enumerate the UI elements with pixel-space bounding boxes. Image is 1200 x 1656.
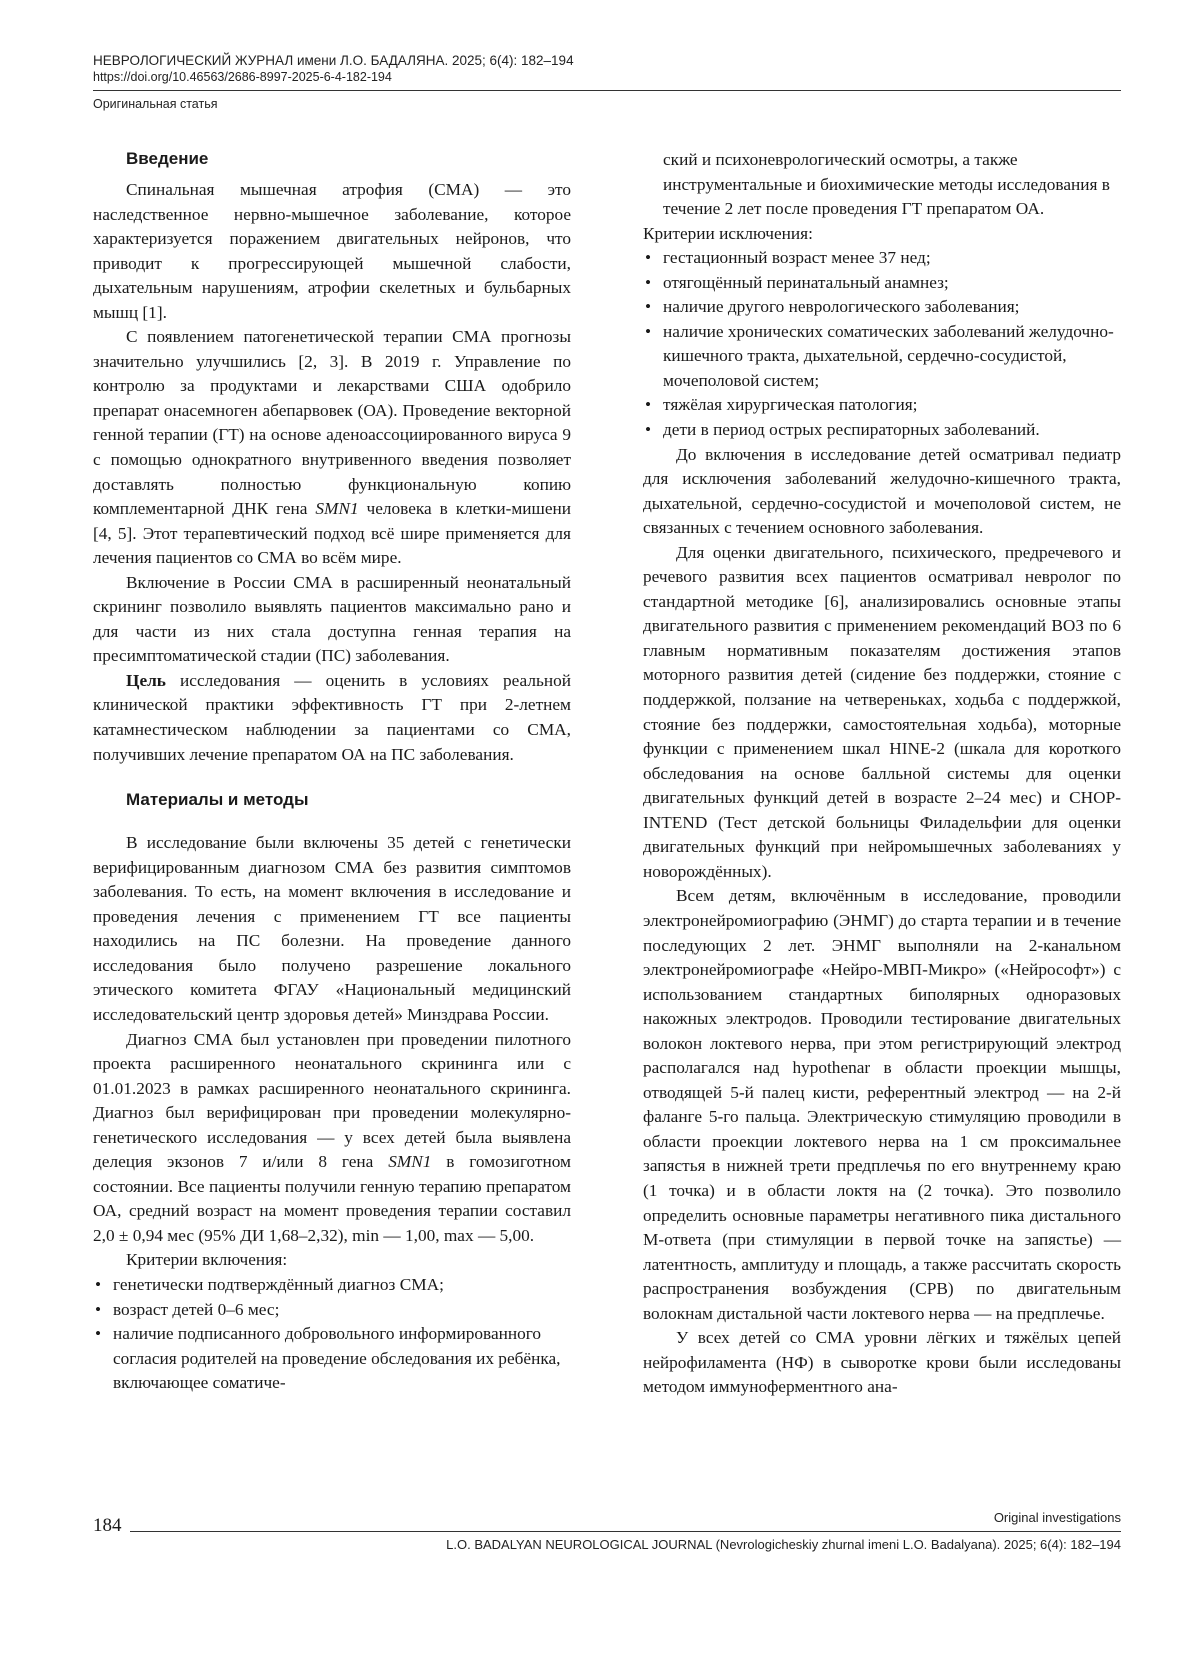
methods-paragraph-5: Всем детям, включённым в исследование, проводили электронейромиографию (ЭНМГ) до старта терапии и в течение последующих 2 лет. ЭНМГ выполняли на 2-канальном электронейромиографе «Нейро-МВП-Микро» («Нейрософт») с использованием стандартных биполярных одноразовых накожных электродов. Проводили тестирование двигательных волокон локтевого нерва, при этом регистрирующий электрод располагался над hypothenar в области проекции мышцы, отводящей 5-й палец кисти, референтный электрод — на 2-й фаланге 5-го пальца. Электрическую стимуляцию проводили в области проекции локтевого нерва на 1 см проксимальнее запястья в нижней трети предплечья по его внутреннему краю (1 точка) и в области локтя на (2 точка). Это позволило определить основные параметры негативного пика дистального М-ответа (при стимуляции в первой точке на запястье) — латентность, амплитуду и площадь, а также рассчитать скорость распространения возбуждения (СРВ) по двигательным волокнам дистальной части локтевого нерва — на предплечье. (643, 886, 1121, 1323)
gene-name: SMN1 (315, 499, 359, 519)
methods-paragraph-6: У всех детей со СМА уровни лёгких и тяжёлых цепей нейрофиламента (НФ) в сыворотке крови были исследованы методом иммуноферментного ана- (643, 1328, 1121, 1397)
list-item: • гестационный возраст менее 37 нед; (643, 246, 1121, 271)
intro-paragraph-1: Спинальная мышечная атрофия (СМА) — это наследственное нервно-мышечное заболевание, которое характеризуется поражением двигательных нейронов, что приводит к прогрессирующей мышечной слабости, дыхательным нарушениям, атрофии скелетных и бульбарных мышц [1]. (93, 180, 571, 322)
list-item: • генетически подтверждённый диагноз СМА; (93, 1273, 571, 1298)
exclusion-label: Критерии исключения: (643, 223, 813, 243)
inclusion-label: Критерии включения: (126, 1250, 288, 1270)
gene-name: SMN1 (388, 1152, 432, 1172)
intro-paragraph-2: С появлением патогенетической терапии СМА прогнозы значительно улучшились [2, 3]. В 2019 г. Управление по контролю за продуктами и лекарствами США одобрило препарат онасемноген абепарвовек (ОА). Проведение векторной генной терапии (ГТ) на основе аденоассоциированного вируса 9 с помощью однократного внутривенного введения позволяет доставлять полностью функциональную копию комплементарной ДНК гена SMN1 человека в клетки-мишени [4, 5]. Этот терапевтический подход всё шире применяется для лечения пациентов со СМА во всём мире. (93, 327, 572, 568)
methods-paragraph-2: Диагноз СМА был установлен при проведении пилотного проекта расширенного неонатального скрининга или с 01.01.2023 в рамках расширенного неонатального скрининга. Диагноз был верифицирован при проведении молекулярно-генетического исследования — у всех детей была выявлена делеция экзонов 7 и/или 8 гена SMN1 в гомозиготном состоянии. Все пациенты получили генную терапию препаратом ОА, средний возраст на момент проведения терапии составил 2,0 ± 0,94 мес (95% ДИ 1,68–2,32), min — 1,00, max — 5,00. (93, 1029, 571, 1245)
exclusion-list (643, 246, 1121, 442)
methods-paragraph-4: Для оценки двигательного, психического, предречевого и речевого развития всех пациентов осматривал невролог по стандартной методике [6], анализировались основные этапы двигательного развития с применением рекомендаций ВОЗ по 6 главным нормативным показателям достижения этапов моторного развития детей (сидение без поддержки, стояние с поддержкой, ползание на четвереньках, ходьба с поддержкой, стояние без поддержки, самостоятельная ходьба), моторные функции с применением шкал HINE-2 (шкала для короткого обследования на основе балльной системы для оценки двигательных функций детей в возрасте 2–24 мес) и CHOP-INTEND (Тест детской больницы Филадельфии для оценки двигательных функций при нейромышечных заболеваниях у новорождённых). (643, 542, 1121, 881)
right-column (643, 148, 1121, 1400)
intro-heading: Введение (126, 149, 209, 168)
list-item: • наличие хронических соматических заболеваний желудочно-кишечного тракта, дыхательной, сердечно-сосудистой, мочеполовой систем; (643, 320, 1121, 394)
inclusion-continued: ский и психоневрологический осмотры, а также инструментальные и биохимические методы исследования в течение 2 лет после проведения ГТ препаратом ОА. (663, 150, 1110, 219)
methods-heading: Материалы и методы (126, 790, 309, 810)
intro-paragraph-3: Включение в России СМА в расширенный неонатальный скрининг позволило выявлять пациентов максимально рано и для части из них стала доступна генная терапия на пресимптоматической стадии (ПС) заболевания. (93, 572, 571, 666)
intro-paragraph-aim: Цель исследования — оценить в условиях реальной клинической практики эффективность ГТ при 2-летнем катамнестическом наблюдении за пациентами со СМА, получивших лечение препаратом ОА на ПС заболевания. (93, 670, 571, 764)
journal-title: НЕВРОЛОГИЧЕСКИЙ ЖУРНАЛ имени Л.О. БАДАЛЯНА. 2025; 6(4): 182–194 (93, 53, 574, 68)
left-column (93, 148, 571, 1396)
footer-rule (130, 1531, 1121, 1532)
methods-paragraph-3: До включения в исследование детей осматривал педиатр для исключения заболеваний желудочно-кишечного тракта, дыхательной, сердечно-сосудистой и мочеполовой систем, не связанных с течением основного заболевания. (643, 444, 1121, 538)
inclusion-list (93, 1273, 571, 1396)
header-rule (93, 90, 1121, 91)
aim-label: Цель (126, 670, 166, 690)
page-header (93, 52, 1121, 111)
list-item: • тяжёлая хирургическая патология; (643, 393, 1121, 418)
footer-section: Original investigations (993, 1510, 1121, 1525)
list-item: • наличие подписанного добровольного информированного согласия родителей на проведение обследования их ребёнка, включающее соматиче- (93, 1322, 571, 1396)
methods-paragraph-1: В исследование были включены 35 детей с генетически верифицированным диагнозом СМА без развития симптомов заболевания. То есть, на момент включения в исследование и проведения лечения с применением ГТ все пациенты находились на ПС болезни. На проведение данного исследования было получено разрешение локального этического комитета ФГАУ «Национальный медицинский исследовательский центр здоровья детей» Минздрава России. (93, 833, 571, 1024)
section-label: Оригинальная статья (93, 97, 218, 111)
footer-journal: L.O. BADALYAN NEUROLOGICAL JOURNAL (Nevrologicheskiy zhurnal imeni L.O. Badalyana). 2025; 6(4): 182–194 (446, 1537, 1121, 1552)
list-item: • возраст детей 0–6 мес; (93, 1298, 571, 1323)
doi-link[interactable]: https://doi.org/10.46563/2686-8997-2025-6-4-182-194 (93, 70, 392, 84)
list-item: • наличие другого неврологического заболевания; (643, 295, 1121, 320)
list-item: • отягощённый перинатальный анамнез; (643, 271, 1121, 296)
list-item: • дети в период острых респираторных заболеваний. (643, 418, 1121, 443)
page-number: 184 (93, 1515, 122, 1536)
